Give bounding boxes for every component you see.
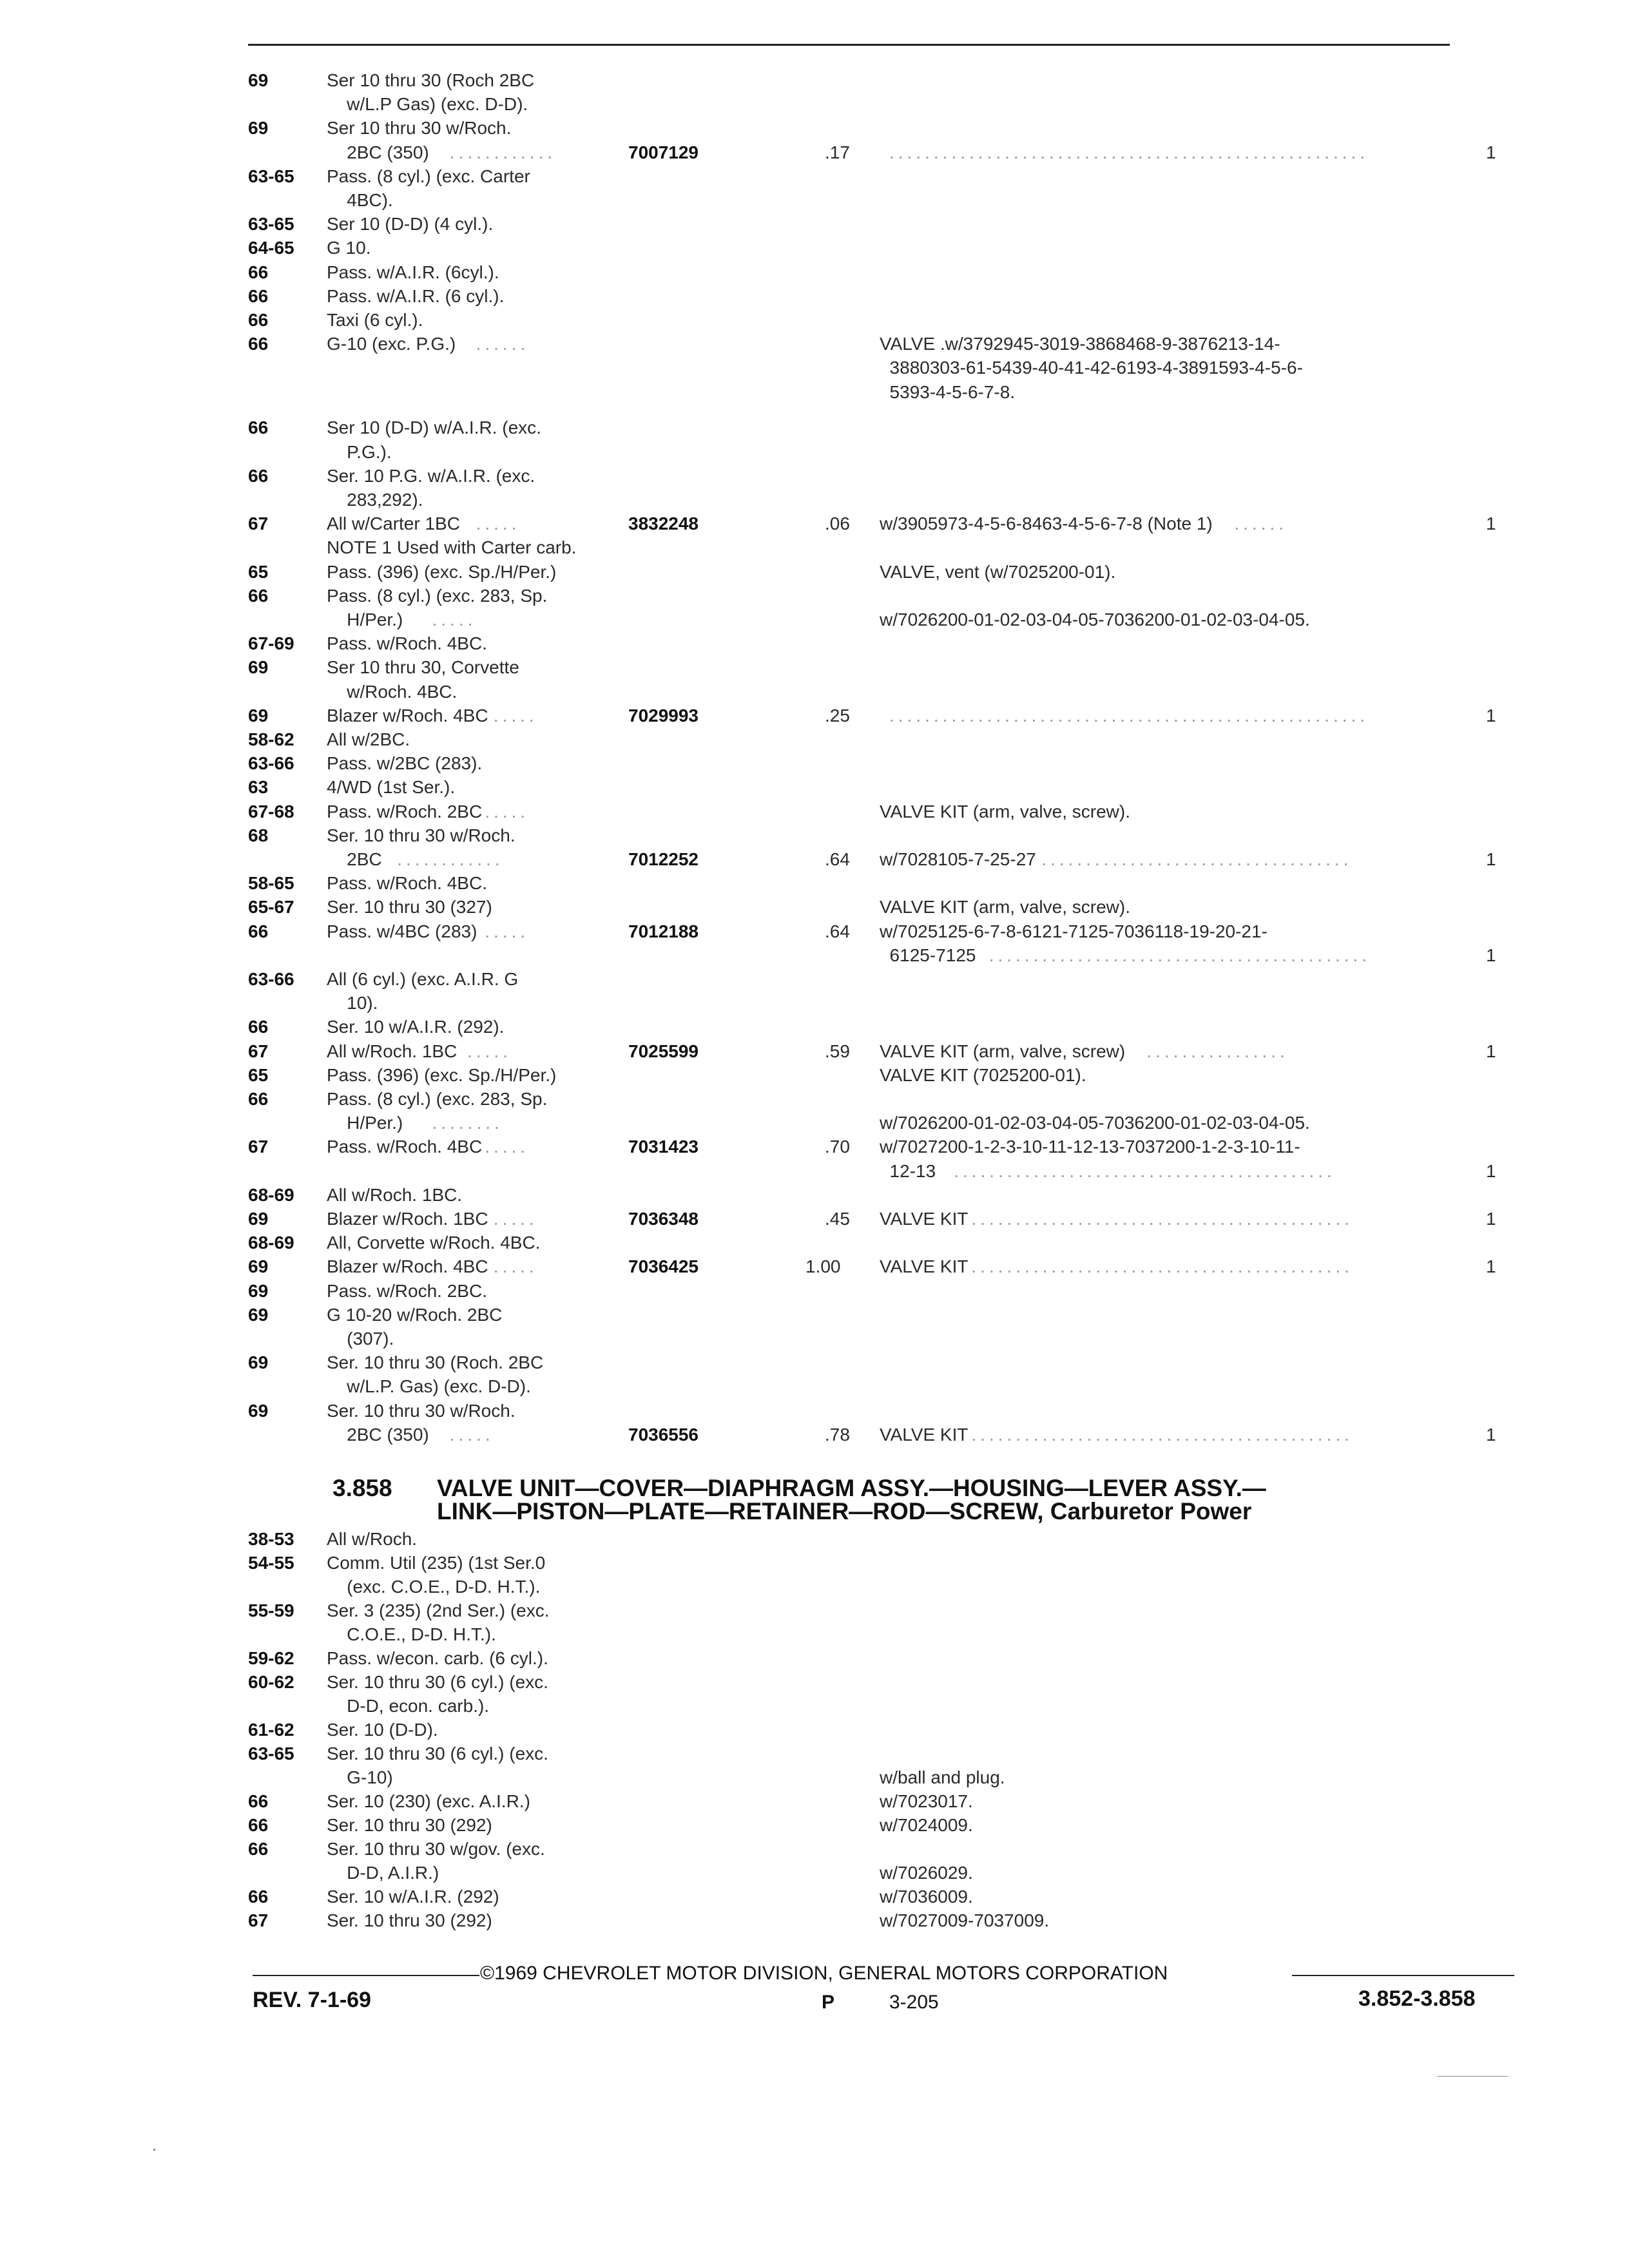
quantity: 1	[1486, 514, 1496, 534]
application-description: 4/WD (1st Ser.).	[327, 777, 456, 798]
quantity: 1	[1486, 1424, 1496, 1445]
application-description: Ser. 10 thru 30 w/Roch.	[327, 825, 516, 845]
application-description: w/L.P. Gas) (exc. D-D).	[327, 1376, 531, 1397]
application-description: H/Per.)	[327, 1113, 403, 1133]
section-title-line-2: LINK—PISTON—PLATE—RETAINER—ROD—SCREW, Carburetor Power	[437, 1498, 1252, 1524]
model-years: 63-65	[248, 1744, 294, 1763]
application-description: Comm. Util (235) (1st Ser.0	[327, 1553, 546, 1573]
footer-revision: REV. 7-1-69	[253, 1988, 371, 2012]
model-years: 69	[248, 1352, 269, 1373]
model-years: 38-53	[248, 1529, 294, 1549]
model-years: 65	[248, 1064, 269, 1085]
application-description: Ser 10 thru 30, Corvette	[327, 657, 519, 678]
model-years: 59-62	[248, 1648, 294, 1668]
model-years: 63-65	[248, 214, 294, 235]
application-description: Ser. 10 thru 30 (Roch. 2BC	[327, 1352, 544, 1373]
model-years: 66	[248, 1887, 269, 1907]
part-number: 7036348	[628, 1209, 699, 1229]
model-years: 69	[248, 1256, 269, 1277]
application-description: Pass. w/Roch. 4BC.	[327, 873, 487, 894]
remarks: VALVE KIT (arm, valve, screw).	[880, 801, 1130, 822]
application-description: Pass. (8 cyl.) (exc. 283, Sp.	[327, 1089, 548, 1109]
remarks: w/ball and plug.	[880, 1767, 1005, 1787]
model-years: 69	[248, 70, 269, 90]
model-years: 69	[248, 118, 269, 139]
section-title-line-1: VALVE UNIT—COVER—DIAPHRAGM ASSY.—HOUSING—LEVER ASSY.—	[437, 1475, 1266, 1501]
top-rule	[248, 44, 1450, 46]
application-description: Ser 10 (D-D) w/A.I.R. (exc.	[327, 418, 541, 438]
price: .17	[825, 142, 850, 162]
application-description: (exc. C.O.E., D-D. H.T.).	[327, 1577, 541, 1597]
price: .78	[825, 1424, 850, 1445]
application-description: NOTE 1 Used with Carter carb.	[327, 537, 577, 558]
model-years: 67-68	[248, 801, 294, 822]
model-years: 66	[248, 418, 269, 438]
model-years: 64-65	[248, 238, 294, 258]
leader-dots: .....	[493, 1209, 538, 1229]
remarks: VALVE KIT	[880, 1424, 969, 1445]
price: .06	[825, 514, 850, 534]
model-years: 69	[248, 705, 269, 726]
application-description: All w/Roch.	[327, 1529, 418, 1549]
quantity: 1	[1486, 1160, 1496, 1181]
model-years: 66	[248, 1839, 269, 1859]
application-description: Ser. 10 (D-D).	[327, 1720, 438, 1740]
leader-dots: ...........................................	[988, 945, 1371, 965]
model-years: 69	[248, 1400, 269, 1421]
leader-dots: ............	[397, 849, 504, 869]
model-years: 65-67	[248, 897, 294, 918]
application-description: Pass. w/2BC (283).	[327, 753, 483, 774]
model-years: 66	[248, 334, 269, 354]
model-years: 68-69	[248, 1184, 294, 1205]
leader-dots: .....	[493, 1256, 538, 1277]
model-years: 63-66	[248, 753, 294, 774]
leader-dots: ................	[1146, 1041, 1289, 1061]
application-description: Ser. 10 P.G. w/A.I.R. (exc.	[327, 465, 535, 486]
leader-dots: ...................................	[1041, 849, 1353, 869]
application-description: Blazer w/Roch. 4BC	[327, 705, 488, 726]
leader-dots: ...........................................	[954, 1160, 1336, 1181]
application-description: All w/2BC.	[327, 729, 410, 749]
model-years: 66	[248, 285, 269, 306]
application-description: Ser. 10 (230) (exc. A.I.R.)	[327, 1791, 530, 1811]
part-number: 7007129	[628, 142, 699, 162]
leader-dots: ............	[449, 142, 557, 162]
model-years: 63-66	[248, 969, 294, 989]
application-description: Ser. 10 thru 30 (6 cyl.) (exc.	[327, 1744, 548, 1763]
leader-dots: ........	[432, 1113, 503, 1133]
application-description: Ser. 10 thru 30 w/Roch.	[327, 1400, 516, 1421]
model-years: 66	[248, 262, 269, 282]
application-description: Ser. 3 (235) (2nd Ser.) (exc.	[327, 1600, 550, 1620]
application-description: Taxi (6 cyl.).	[327, 310, 423, 330]
model-years: 66	[248, 921, 269, 941]
remarks: VALVE KIT (arm, valve, screw)	[880, 1041, 1126, 1061]
quantity: 1	[1486, 1041, 1496, 1061]
application-description: All (6 cyl.) (exc. A.I.R. G	[327, 969, 519, 989]
application-description: Ser 10 (D-D) (4 cyl.).	[327, 214, 494, 235]
remarks: VALVE, vent (w/7025200-01).	[880, 561, 1116, 582]
remarks: w/7036009.	[880, 1887, 973, 1907]
part-number: 7025599	[628, 1041, 699, 1061]
price: .64	[825, 921, 850, 941]
remarks: w/7024009.	[880, 1815, 973, 1835]
leader-dots: .....	[449, 1424, 494, 1445]
price: .70	[825, 1137, 850, 1157]
model-years: 69	[248, 1209, 269, 1229]
remarks: 5393-4-5-6-7-8.	[880, 381, 1016, 402]
application-description: Pass. w/Roch. 4BC	[327, 1137, 483, 1157]
footer-rule-left	[253, 1975, 479, 1976]
model-years: 68-69	[248, 1233, 294, 1253]
remarks: w/7026200-01-02-03-04-05-7036200-01-02-03-04-05.	[880, 1113, 1310, 1133]
quantity: 1	[1486, 945, 1496, 965]
application-description: Ser. 10 thru 30 (327)	[327, 897, 492, 918]
footer-section-range: 3.852-3.858	[1358, 1986, 1476, 2011]
application-description: G-10 (exc. P.G.)	[327, 334, 456, 354]
application-description: Pass. w/4BC (283)	[327, 921, 477, 941]
remarks: w/7027009-7037009.	[880, 1910, 1050, 1930]
quantity: 1	[1486, 1256, 1496, 1277]
application-description: w/L.P Gas) (exc. D-D).	[327, 94, 528, 115]
leader-dots: ...........................................	[971, 1256, 1353, 1277]
footer-copyright: ©1969 CHEVROLET MOTOR DIVISION, GENERAL MOTORS CORPORATION	[480, 1963, 1168, 1984]
leader-dots: ......................................................	[889, 705, 1369, 726]
leader-dots: .....	[485, 801, 530, 822]
application-description: P.G.).	[327, 441, 392, 462]
price: .64	[825, 849, 850, 869]
leader-dots: .....	[493, 705, 538, 726]
application-description: G-10)	[327, 1767, 393, 1787]
part-number: 7029993	[628, 705, 699, 726]
application-description: 2BC (350)	[327, 142, 429, 162]
application-description: 4BC).	[327, 190, 393, 210]
application-description: Blazer w/Roch. 1BC	[327, 1209, 488, 1229]
remarks: w/3905973-4-5-6-8463-4-5-6-7-8 (Note 1)	[880, 514, 1213, 534]
model-years: 67	[248, 1041, 269, 1061]
part-number: 7012188	[628, 921, 699, 941]
remarks: w/7026200-01-02-03-04-05-7036200-01-02-03-04-05.	[880, 610, 1310, 629]
application-description: All w/Carter 1BC	[327, 514, 460, 534]
application-description: Pass. w/Roch. 2BC	[327, 801, 483, 822]
application-description: G 10-20 w/Roch. 2BC	[327, 1304, 503, 1325]
price: 1.00	[805, 1256, 841, 1277]
quantity: 1	[1486, 849, 1496, 869]
model-years: 54-55	[248, 1553, 294, 1573]
part-number: 7031423	[628, 1137, 699, 1157]
remarks: w/7026029.	[880, 1863, 973, 1883]
application-description: 2BC	[327, 849, 382, 869]
application-description: Pass. w/A.I.R. (6 cyl.).	[327, 285, 505, 306]
model-years: 68	[248, 825, 269, 845]
model-years: 67	[248, 1910, 269, 1930]
model-years: 66	[248, 1017, 269, 1037]
application-description: Ser. 10 thru 30 w/gov. (exc.	[327, 1839, 545, 1859]
model-years: 69	[248, 657, 269, 678]
part-number: 7012252	[628, 849, 699, 869]
leader-dots: .....	[485, 921, 530, 941]
application-description: 2BC (350)	[327, 1424, 429, 1445]
leader-dots: ......................................................	[889, 142, 1369, 162]
scan-artifact-dot	[153, 2149, 155, 2151]
remarks: VALVE KIT	[880, 1256, 969, 1277]
leader-dots: ......	[1234, 514, 1288, 534]
application-description: Ser 10 thru 30 (Roch 2BC	[327, 70, 535, 90]
model-years: 66	[248, 1791, 269, 1811]
model-years: 55-59	[248, 1600, 294, 1620]
application-description: D-D, A.I.R.)	[327, 1863, 439, 1883]
application-description: G 10.	[327, 238, 371, 258]
footer-page-prefix: P	[822, 1992, 835, 2013]
remarks: 3880303-61-5439-40-41-42-6193-4-3891593-4-5-6-	[880, 358, 1303, 378]
remarks: VALVE KIT	[880, 1209, 969, 1229]
part-number: 3832248	[628, 514, 699, 534]
leader-dots: .....	[476, 514, 521, 534]
application-description: D-D, econ. carb.).	[327, 1696, 490, 1716]
remarks: 12-13	[880, 1160, 936, 1181]
application-description: Pass. (8 cyl.) (exc. Carter	[327, 166, 530, 186]
model-years: 63	[248, 777, 269, 798]
price: .59	[825, 1041, 850, 1061]
scan-artifact-line	[1437, 2076, 1508, 2077]
remarks: w/7027200-1-2-3-10-11-12-13-7037200-1-2-3-10-11-	[880, 1137, 1300, 1157]
leader-dots: .....	[467, 1041, 512, 1061]
model-years: 58-65	[248, 873, 294, 894]
model-years: 66	[248, 1089, 269, 1109]
application-description: Ser. 10 w/A.I.R. (292)	[327, 1887, 499, 1907]
application-description: Ser. 10 thru 30 (292)	[327, 1910, 492, 1930]
price: .45	[825, 1209, 850, 1229]
part-number: 7036556	[628, 1424, 699, 1445]
leader-dots: ...........................................	[971, 1424, 1353, 1445]
footer-page-number: 3-205	[889, 1992, 939, 2013]
leader-dots: .....	[432, 610, 477, 629]
application-description: Pass. w/econ. carb. (6 cyl.).	[327, 1648, 548, 1668]
model-years: 66	[248, 465, 269, 486]
model-years: 66	[248, 310, 269, 330]
leader-dots: .....	[485, 1137, 530, 1157]
application-description: w/Roch. 4BC.	[327, 681, 458, 702]
remarks: VALVE KIT (arm, valve, screw).	[880, 897, 1130, 918]
model-years: 66	[248, 1815, 269, 1835]
application-description: Pass. (396) (exc. Sp./H/Per.)	[327, 561, 557, 582]
remarks: w/7028105-7-25-27	[880, 849, 1036, 869]
model-years: 67	[248, 1137, 269, 1157]
application-description: Pass. w/Roch. 2BC.	[327, 1280, 487, 1301]
remarks: 6125-7125	[880, 945, 976, 965]
model-years: 67	[248, 514, 269, 534]
quantity: 1	[1486, 1209, 1496, 1229]
leader-dots: ...........................................	[971, 1209, 1353, 1229]
application-description: Ser. 10 w/A.I.R. (292).	[327, 1017, 505, 1037]
application-description: Blazer w/Roch. 4BC	[327, 1256, 488, 1277]
application-description: Ser. 10 thru 30 (292)	[327, 1815, 492, 1835]
quantity: 1	[1486, 705, 1496, 726]
footer-rule-right	[1292, 1975, 1514, 1976]
application-description: Pass. w/A.I.R. (6cyl.).	[327, 262, 499, 282]
model-years: 63-65	[248, 166, 294, 186]
application-description: (307).	[327, 1329, 394, 1349]
model-years: 65	[248, 561, 269, 582]
model-years: 60-62	[248, 1672, 294, 1692]
application-description: C.O.E., D-D. H.T.).	[327, 1624, 496, 1644]
model-years: 67-69	[248, 633, 294, 654]
model-years: 69	[248, 1304, 269, 1325]
application-description: 283,292).	[327, 490, 423, 510]
application-description: All, Corvette w/Roch. 4BC.	[327, 1233, 541, 1253]
model-years: 61-62	[248, 1720, 294, 1740]
application-description: Pass. (396) (exc. Sp./H/Per.)	[327, 1064, 557, 1085]
model-years: 66	[248, 585, 269, 606]
model-years: 69	[248, 1280, 269, 1301]
part-number: 7036425	[628, 1256, 699, 1277]
application-description: Pass. (8 cyl.) (exc. 283, Sp.	[327, 585, 548, 606]
remarks: VALVE KIT (7025200-01).	[880, 1064, 1086, 1085]
application-description: All w/Roch. 1BC.	[327, 1184, 463, 1205]
model-years: 58-62	[248, 729, 294, 749]
application-description: Ser 10 thru 30 w/Roch.	[327, 118, 512, 139]
remarks: VALVE .w/3792945-3019-3868468-9-3876213-14-	[880, 334, 1280, 354]
application-description: H/Per.)	[327, 610, 403, 629]
application-description: Ser. 10 thru 30 (6 cyl.) (exc.	[327, 1672, 548, 1692]
section-number: 3.858	[333, 1475, 392, 1501]
remarks: w/7023017.	[880, 1791, 973, 1811]
application-description: 10).	[327, 993, 378, 1014]
leader-dots: ......	[476, 334, 530, 354]
application-description: All w/Roch. 1BC	[327, 1041, 458, 1061]
remarks: w/7025125-6-7-8-6121-7125-7036118-19-20-21-	[880, 921, 1268, 941]
application-description: Pass. w/Roch. 4BC.	[327, 633, 487, 654]
quantity: 1	[1486, 142, 1496, 162]
price: .25	[825, 705, 850, 726]
